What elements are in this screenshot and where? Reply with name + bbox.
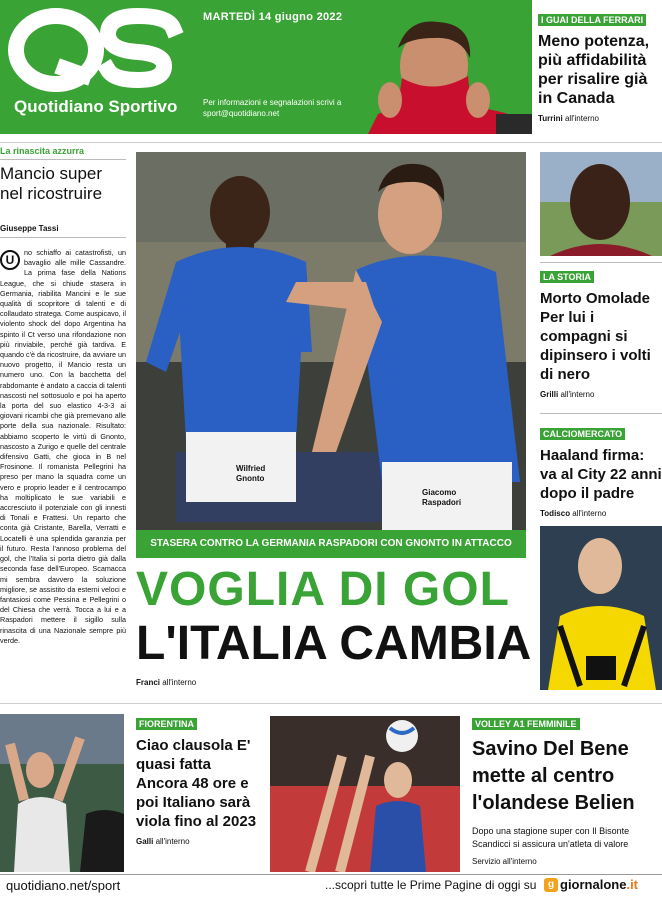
main-headline[interactable]: VOGLIA DI GOL	[136, 563, 510, 616]
giornalone-icon: g	[544, 878, 558, 892]
leclerc-photo	[368, 18, 532, 134]
main-strapline: STASERA CONTRO LA GERMANIA RASPADORI CON GNONTO IN ATTACCO	[136, 530, 526, 558]
story-description: Dopo una stagione super con Il Bisonte Scandicci si assicura un'atleta di valore	[472, 826, 630, 849]
caption-gnonto: Wilfried Gnonto	[236, 464, 266, 483]
footer-promo: ...scopri tutte le Prime Pagine di oggi su	[325, 878, 537, 892]
qs-logo[interactable]	[8, 8, 188, 92]
volley-photo	[270, 716, 460, 872]
divider	[0, 142, 662, 143]
editorial-column[interactable]	[0, 146, 126, 646]
story-title: Ciao clausola E' quasi fatta Ancora 48 ore e poi Italiano sarà viola fino al 2023	[136, 737, 257, 830]
editorial-title: Mancio super nel ricostruire	[0, 164, 103, 203]
issue-date: MARTEDÌ 14 giugno 2022	[203, 11, 343, 23]
contact-info: Per informazioni e segnalazioni scrivi a sport@quotidiano.net	[203, 98, 342, 118]
omolade-story[interactable]	[540, 267, 662, 399]
story-byline: Servizio all'interno	[472, 857, 537, 866]
ferrari-story[interactable]	[538, 10, 662, 123]
drop-cap: U	[0, 250, 20, 270]
main-byline: Franci all'interno	[136, 678, 197, 687]
masthead	[0, 0, 532, 134]
story-tag: VOLLEY A1 FEMMINILE	[472, 718, 580, 730]
divider	[0, 874, 662, 875]
story-tag: FIORENTINA	[136, 718, 197, 730]
haaland-photo	[540, 526, 662, 690]
story-title: Haaland firma: va al City 22 anni dopo il padre	[540, 447, 662, 502]
main-photo-players[interactable]	[136, 152, 526, 530]
editorial-text: no schiaffo ai catastrofisti, un bavaglio alle mille Cassandre. La prima fase della Nations League, che si chiude stasera in Germania, riabilita Mancini e le sue qualità di scopritore di talenti e di collaudato stratega. Come auspicavo, il violento shock del dopo Argentina ha spinto il Ct verso una rifondazione non più rinviabile, perché già tardiva. E quando c'è da ricostruire, da avviare un nuovo progetto, il Mancio resta un numero uno. Con la bacchetta del rabdomante è andato a caccia di talenti nascosti nel sottosuolo e poi ha aperto la porta del suo elastico 4-3-3 ai giovani ricambi che già premevano alle porte della sua nazionale. Risultato: abbiamo scoperto le virtù di Gnonto, nascosto a Zurigo e quelle del centrale difensivo Gatti, che gioca in B nel Frosinone. Il romanista Pellegrini ha preso per mano la squadra come un vero e proprio leader e il centrocampo ha moltiplicato le sue variabili e accresciuto il potenziale con gli innesti di Tonali e Frattesi. Un reparto che conta già Cristante, Barella, Verratti e Locatelli è una splendida garanzia per il futuro. Resta l'annoso problema del gol, che l'Italia si porta dietro già dalla seconda fase dell'Europeo. Scamacca mi sembra davvero la soluzione migliore, se assistito da esterni veloci e fantasiosi come Pessina e Pellegrini o del Chiesa che verrà. Tocca a lui e a Raspadori mettere il sigillo sulla rinascita di una Nazionale sempre più verde.	[0, 248, 126, 645]
italiano-photo	[0, 714, 124, 872]
divider	[0, 237, 126, 238]
footer-site-link[interactable]: quotidiano.net/sport	[6, 878, 121, 893]
right-column	[540, 152, 662, 518]
story-title: Meno potenza, più affidabilità per risalire già in Canada	[538, 33, 650, 107]
story-byline: Galli all'interno	[136, 837, 190, 846]
divider	[540, 413, 662, 414]
story-byline: Todisco all'interno	[540, 509, 607, 518]
story-tag: CALCIOMERCATO	[540, 428, 625, 440]
story-tag: I GUAI DELLA FERRARI	[538, 14, 646, 26]
story-title: Savino Del Bene mette al centro l'olandese Belien	[472, 738, 635, 814]
omolade-photo	[540, 152, 662, 256]
story-title: Morto Omolade Per lui i compagni si dipinsero i volti di nero	[540, 290, 651, 383]
haaland-story[interactable]	[540, 424, 662, 518]
story-byline: Turrini all'interno	[538, 114, 599, 123]
divider	[0, 159, 126, 160]
fiorentina-story[interactable]	[136, 714, 260, 846]
bottom-stories	[0, 714, 662, 872]
divider	[540, 262, 662, 263]
story-tag: LA STORIA	[540, 271, 594, 283]
caption-raspadori: Giacomo Raspadori	[422, 488, 462, 507]
editorial-kicker: La rinascita azzurra	[0, 146, 85, 156]
qs-logo-icon	[8, 8, 188, 92]
divider	[0, 703, 662, 704]
main-headline-secondary[interactable]: L'ITALIA CAMBIA	[136, 617, 532, 670]
editorial-author: Giuseppe Tassi	[0, 224, 59, 233]
volley-story[interactable]	[472, 714, 662, 866]
giornalone-link[interactable]: giornalone.it	[560, 877, 639, 892]
editorial-body	[0, 248, 126, 646]
story-byline: Grilli all'interno	[540, 390, 595, 399]
masthead-subtitle: Quotidiano Sportivo	[14, 97, 178, 116]
